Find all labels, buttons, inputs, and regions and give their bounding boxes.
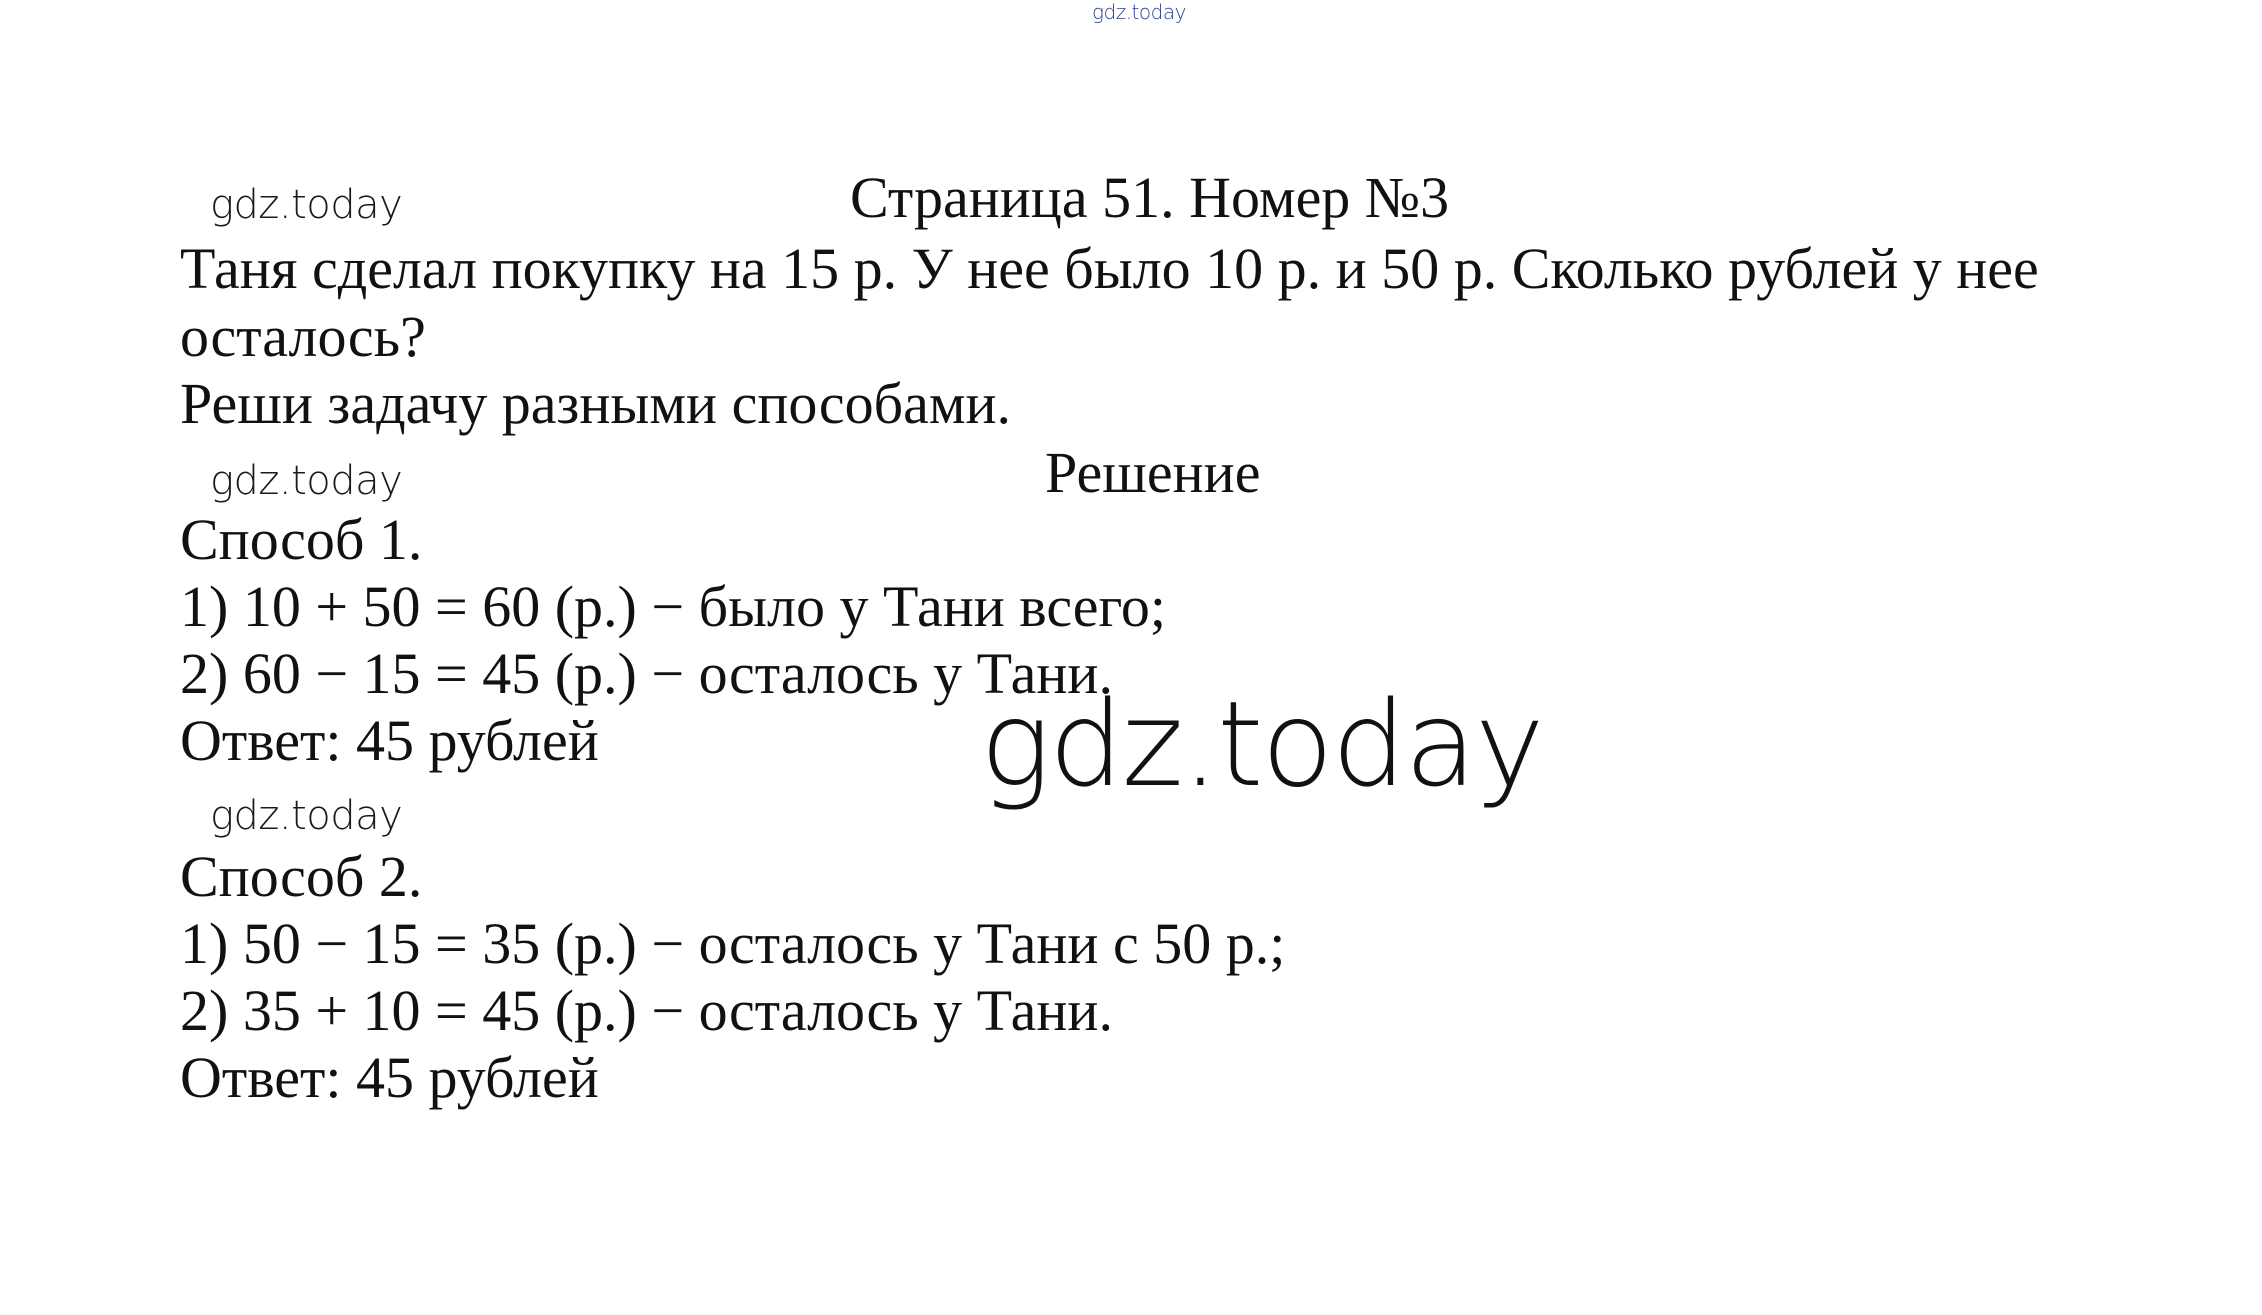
method1-heading: Способ 1. xyxy=(180,507,423,572)
watermark-solution: gdz.today xyxy=(210,458,403,504)
method1-step-1: 1) 10 + 50 = 60 (р.) − было у Тани всего; xyxy=(180,574,1166,639)
solution-heading: Решение xyxy=(1045,440,1261,505)
method2-answer: Ответ: 45 рублей xyxy=(180,1045,599,1110)
problem-line-3: Реши задачу разными способами. xyxy=(180,371,1012,436)
watermark-method2: gdz.today xyxy=(210,793,403,839)
watermark-title: gdz.today xyxy=(210,182,403,228)
method1-answer: Ответ: 45 рублей xyxy=(180,708,599,773)
problem-line-2: осталось? xyxy=(180,304,426,369)
method2-step-2: 2) 35 + 10 = 45 (р.) − осталось у Тани. xyxy=(180,978,1113,1043)
method2-step-1: 1) 50 − 15 = 35 (р.) − осталось у Тани с 50 р.; xyxy=(180,911,1286,976)
watermark-top: gdz.today xyxy=(1092,0,1186,24)
watermark-large: gdz.today xyxy=(980,675,1543,813)
page-title: Страница 51. Номер №3 xyxy=(850,165,1450,230)
method2-heading: Способ 2. xyxy=(180,844,423,909)
problem-line-1: Таня сделал покупку на 15 р. У нее было 10 р. и 50 р. Сколько рублей у нее xyxy=(180,236,2039,301)
method1-step-2: 2) 60 − 15 = 45 (р.) − осталось у Тани. xyxy=(180,641,1113,706)
